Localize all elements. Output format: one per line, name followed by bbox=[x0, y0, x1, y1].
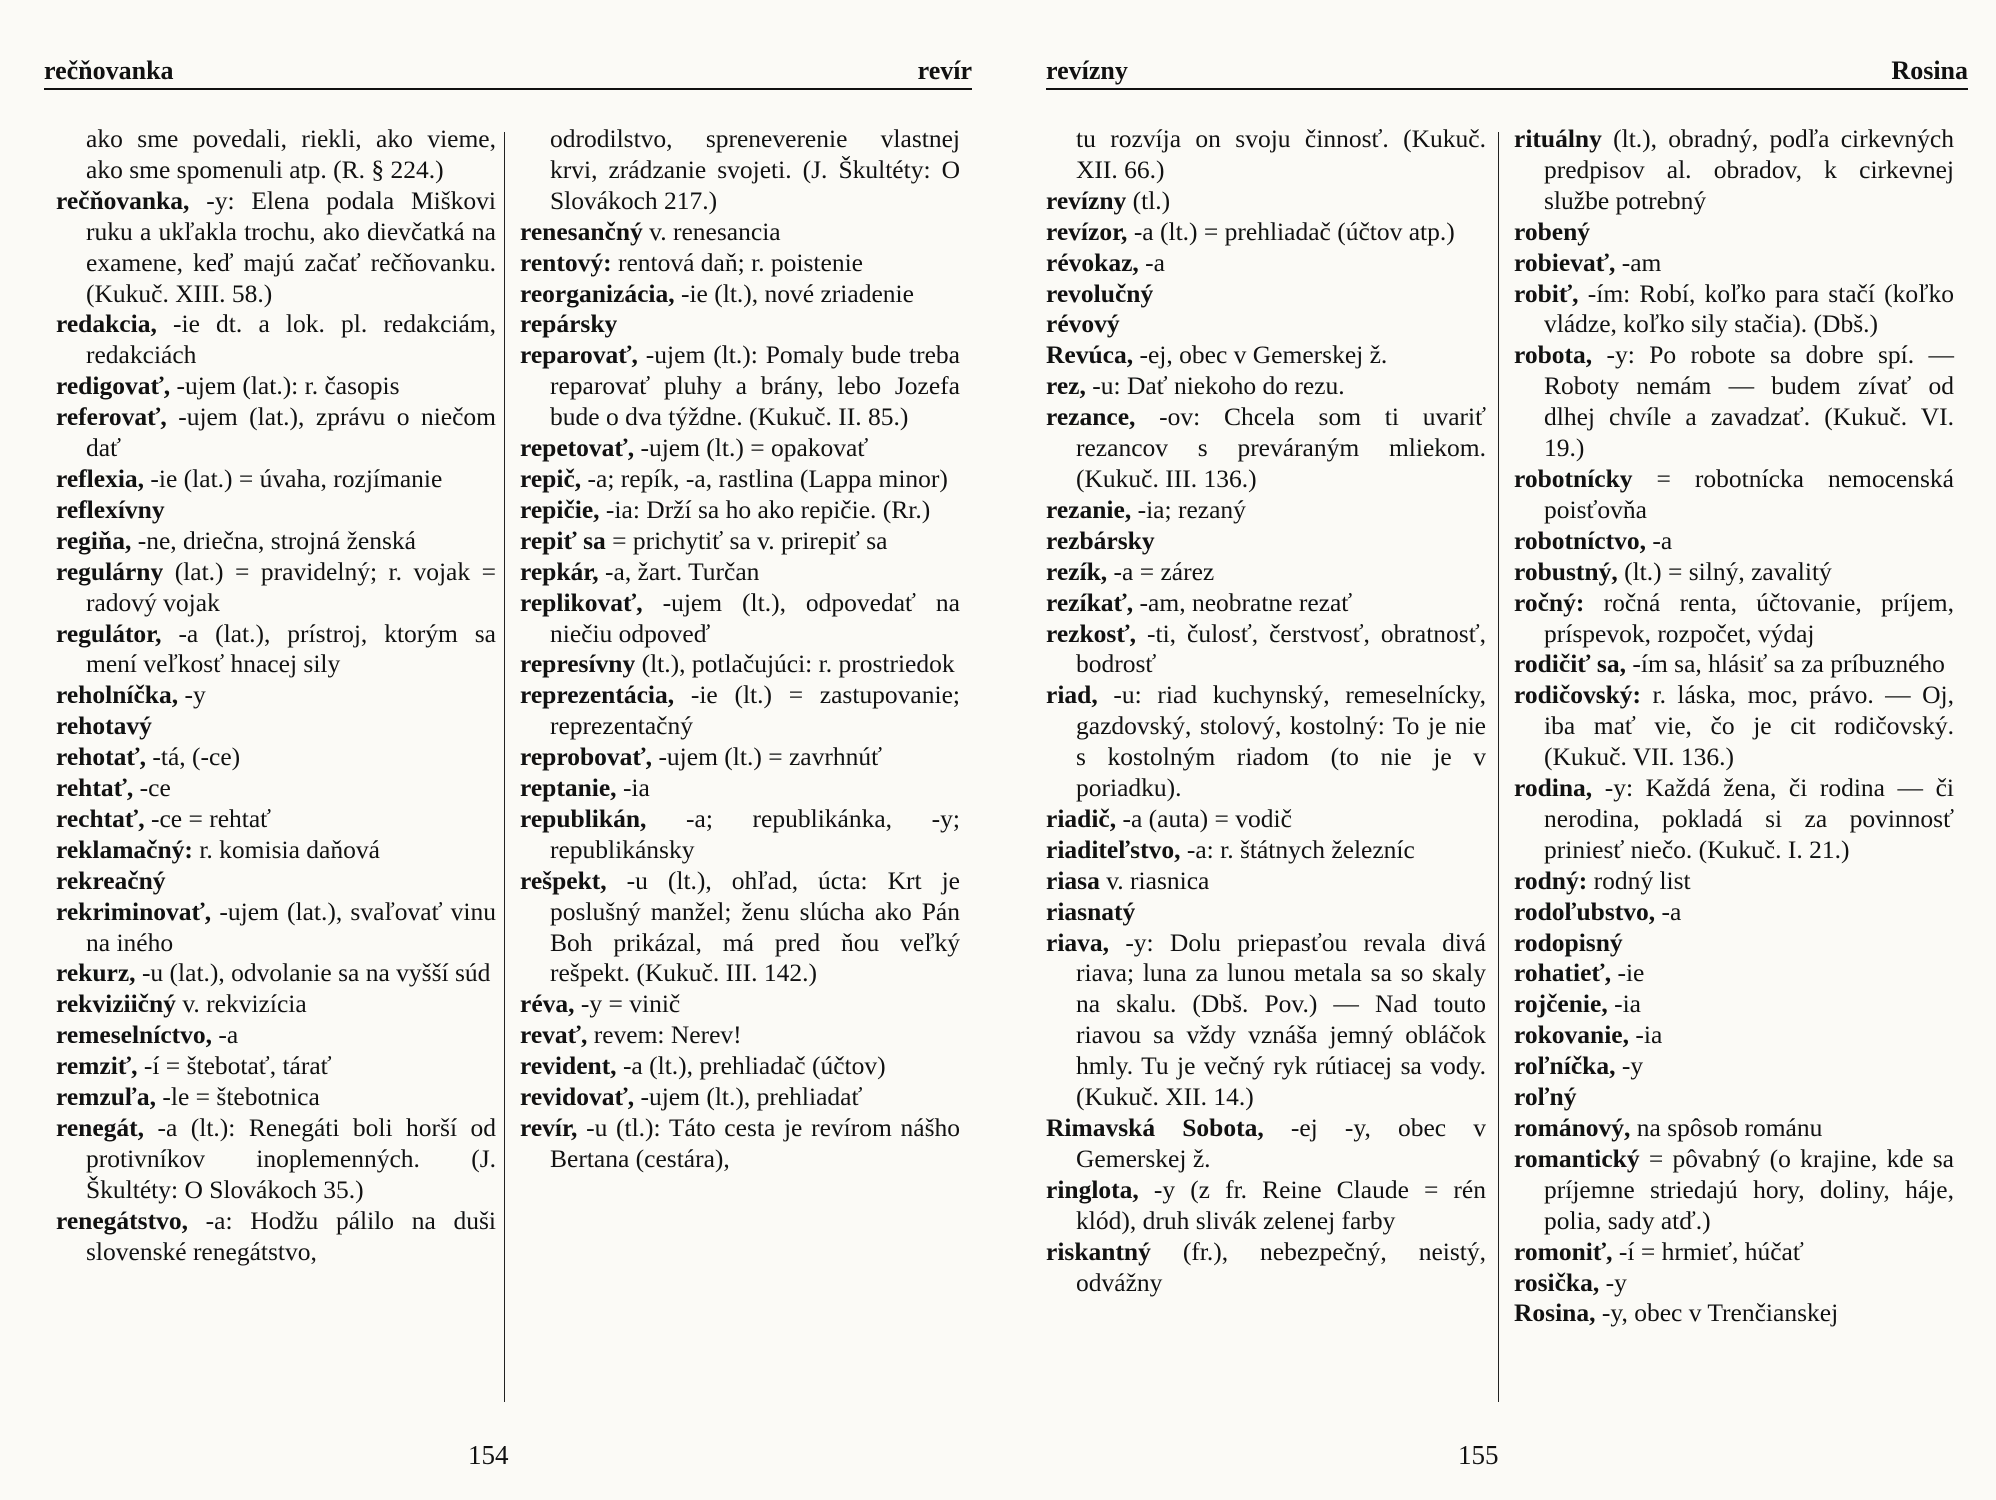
entry-headword: repársky bbox=[520, 309, 618, 339]
dictionary-entry bbox=[1046, 835, 1486, 866]
dictionary-entry bbox=[56, 1113, 496, 1206]
entry-headword: riskantný bbox=[1046, 1236, 1151, 1266]
entry-headword: remziť, bbox=[56, 1051, 138, 1081]
dictionary-entry bbox=[520, 557, 960, 588]
dictionary-entry bbox=[1046, 897, 1486, 928]
dictionary-entry bbox=[1514, 773, 1954, 866]
entry-headword: rehotavý bbox=[56, 711, 152, 741]
entry-headword: reprezentácia, bbox=[520, 680, 675, 710]
entry-headword: redigovať, bbox=[56, 371, 171, 401]
entry-headword: renegát, bbox=[56, 1113, 145, 1142]
entry-definition: -u (tl.): Táto cesta je revírom nášho Bertana (cestára), bbox=[550, 1113, 960, 1173]
dictionary-entry bbox=[1046, 1237, 1486, 1299]
running-head bbox=[1046, 54, 1968, 90]
entry-definition: ročná renta, účtovanie, príjem, príspevok, rozpočet, výdaj bbox=[1544, 587, 1954, 648]
entry-headword: riaditeľstvo, bbox=[1046, 834, 1181, 864]
entry-headword: rezík, bbox=[1046, 556, 1108, 586]
entry-definition: (lt.), obradný, podľa cirkevných predpisov al. obradov, k cirkevnej službe potrebný bbox=[1544, 124, 1954, 215]
entry-definition: rodný list bbox=[1587, 865, 1691, 895]
entry-definition: -ujem (lt.), odpovedať na niečiu odpoveď bbox=[550, 587, 960, 648]
entry-definition: -ne, driečna, strojná ženská bbox=[131, 525, 416, 555]
entry-headword: rituálny bbox=[1514, 124, 1602, 153]
entry-headword: repkár, bbox=[520, 556, 599, 586]
right-page bbox=[998, 0, 1996, 1500]
entry-headword: revízny bbox=[1046, 185, 1127, 215]
entry-headword: rodičiť sa, bbox=[1514, 649, 1626, 679]
entry-headword: rez, bbox=[1046, 371, 1086, 401]
entry-headword: rezbársky bbox=[1046, 525, 1155, 555]
page-number: 154 bbox=[468, 1440, 509, 1470]
entry-headword: rezíkať, bbox=[1046, 587, 1134, 617]
dictionary-entry bbox=[1514, 526, 1954, 557]
entry-definition: (lt.), potlačujúci: r. prostriedok bbox=[635, 649, 955, 679]
entry-headword: revident, bbox=[520, 1051, 617, 1081]
entry-definition: -y = vinič bbox=[574, 989, 681, 1019]
entry-headword: replikovať, bbox=[520, 587, 643, 617]
entry-headword: remeselníctvo, bbox=[56, 1020, 213, 1050]
entry-headword: riasa bbox=[1046, 865, 1100, 895]
entry-headword: redakcia, bbox=[56, 309, 157, 339]
entry-definition: -a; repík, -a, rastlina (Lappa minor) bbox=[581, 463, 948, 493]
entry-headword: réva, bbox=[520, 989, 575, 1019]
dictionary-entry bbox=[520, 588, 960, 650]
dictionary-entry bbox=[1046, 279, 1486, 310]
entry-headword: rekriminovať, bbox=[56, 896, 212, 926]
running-head-first-word: rečňovanka bbox=[44, 56, 174, 85]
dictionary-entry bbox=[1046, 588, 1486, 619]
dictionary-entry bbox=[56, 1206, 496, 1268]
entry-definition: v. rekvizícia bbox=[175, 989, 307, 1019]
dictionary-entry bbox=[56, 958, 496, 989]
entry-headword: repiť sa bbox=[520, 525, 606, 555]
dictionary-entry bbox=[520, 773, 960, 804]
entry-definition: -y bbox=[1599, 1267, 1627, 1297]
dictionary-entry bbox=[1514, 588, 1954, 650]
dictionary-entry bbox=[1514, 897, 1954, 928]
entry-headword: ringlota, bbox=[1046, 1174, 1139, 1204]
entry-definition: -ia bbox=[1607, 989, 1641, 1019]
dictionary-entry bbox=[56, 526, 496, 557]
entry-definition: revem: Nerev! bbox=[587, 1020, 742, 1050]
entry-headword: Rimavská Sobota, bbox=[1046, 1113, 1264, 1142]
entry-headword: rodičovský: bbox=[1514, 680, 1642, 710]
entry-headword: renegátstvo, bbox=[56, 1205, 188, 1235]
dictionary-entry bbox=[56, 371, 496, 402]
entry-headword: rojčenie, bbox=[1514, 989, 1608, 1019]
entry-headword: revízor, bbox=[1046, 216, 1128, 246]
dictionary-entry bbox=[1046, 248, 1486, 279]
entry-definition: -ia bbox=[1629, 1020, 1663, 1050]
dictionary-entry bbox=[56, 402, 496, 464]
entry-definition: -a bbox=[212, 1020, 239, 1050]
entry-headword: roľníčka, bbox=[1514, 1051, 1616, 1081]
dictionary-entry bbox=[56, 804, 496, 835]
entry-definition: -ej, obec v Gemerskej ž. bbox=[1133, 340, 1388, 370]
dictionary-entry bbox=[520, 279, 960, 310]
column-divider bbox=[504, 132, 505, 1402]
entry-headword: robotnícky bbox=[1514, 463, 1633, 493]
dictionary-entry bbox=[1514, 928, 1954, 959]
entry-definition: -ujem (lt.) = zavrhnúť bbox=[652, 742, 882, 772]
entry-headword: remzuľa, bbox=[56, 1082, 156, 1112]
dictionary-entry bbox=[56, 495, 496, 526]
dictionary-entry bbox=[520, 1113, 960, 1175]
dictionary-entry bbox=[56, 989, 496, 1020]
dictionary-entry bbox=[1046, 186, 1486, 217]
dictionary-entry bbox=[56, 1051, 496, 1082]
page-number: 155 bbox=[1458, 1440, 1499, 1470]
entry-definition: na spôsob románu bbox=[1630, 1113, 1823, 1142]
dictionary-entry bbox=[56, 309, 496, 371]
dictionary-entry bbox=[1046, 619, 1486, 681]
entry-definition: -ujem (lat.), svaľovať vinu na iného bbox=[86, 896, 496, 957]
dictionary-entry bbox=[1514, 649, 1954, 680]
entry-headword: rechtať, bbox=[56, 803, 145, 833]
running-head-first-word: revízny bbox=[1046, 56, 1128, 85]
dictionary-column bbox=[1046, 124, 1486, 1298]
entry-headword: regulátor, bbox=[56, 618, 162, 648]
dictionary-entry bbox=[56, 619, 496, 681]
entry-definition: -u (lt.), ohľad, úcta: Krt je poslušný manžel; ženu slúcha ako Pán Boh prikázal, má pred ňou veľký rešpekt. (Kukuč. III. 142.) bbox=[550, 865, 960, 988]
dictionary-entry bbox=[520, 309, 960, 340]
entry-headword: reklamačný: bbox=[56, 834, 193, 864]
dictionary-entry bbox=[520, 526, 960, 557]
entry-headword: rodina, bbox=[1514, 773, 1593, 803]
dictionary-entry bbox=[1514, 464, 1954, 526]
entry-definition: odrodilstvo, spreneverenie vlastnej krvi, zrádzanie svojeti. (J. Škultéty: O Slovákoch 217.) bbox=[550, 124, 960, 215]
entry-headword: rosička, bbox=[1514, 1267, 1600, 1297]
entry-headword: rentový: bbox=[520, 247, 612, 277]
entry-definition: -u: riad kuchynský, remeselnícky, gazdovský, stolový, kostolný: To je nie s kostolným riadom (to nie je v poriadku). bbox=[1076, 680, 1486, 803]
dictionary-entry bbox=[1514, 1144, 1954, 1237]
dictionary-entry bbox=[1046, 217, 1486, 248]
dictionary-entry bbox=[56, 1082, 496, 1113]
running-head-last-word: Rosina bbox=[1891, 56, 1968, 85]
entry-definition: -a (lt.): Renegáti boli horší od protivníkov inoplemenných. (J. Škultéty: O Slovákoch 35.) bbox=[86, 1113, 496, 1204]
entry-headword: repičie, bbox=[520, 494, 600, 524]
entry-headword: renesančný bbox=[520, 216, 643, 246]
dictionary-entry bbox=[56, 124, 496, 186]
dictionary-entry bbox=[520, 742, 960, 773]
entry-headword: rohatieť, bbox=[1514, 958, 1612, 988]
entry-definition: r. komisia daňová bbox=[192, 834, 380, 864]
entry-headword: repič, bbox=[520, 463, 582, 493]
dictionary-entry bbox=[56, 835, 496, 866]
entry-definition: -ím: Robí, koľko para stačí (koľko vládze, koľko sily stačia). (Dbš.) bbox=[1544, 278, 1954, 339]
dictionary-entry bbox=[520, 989, 960, 1020]
dictionary-entry bbox=[520, 866, 960, 990]
entry-definition: (fr.), nebezpečný, neistý, odvážny bbox=[1076, 1236, 1486, 1297]
dictionary-entry bbox=[520, 804, 960, 866]
entry-headword: revolučný bbox=[1046, 278, 1154, 308]
entry-headword: robota, bbox=[1514, 340, 1593, 370]
dictionary-entry bbox=[1514, 866, 1954, 897]
entry-headword: robený bbox=[1514, 216, 1591, 246]
entry-headword: Revúca, bbox=[1046, 340, 1134, 370]
entry-headword: rokovanie, bbox=[1514, 1020, 1629, 1050]
entry-headword: roľný bbox=[1514, 1082, 1577, 1112]
dictionary-entry bbox=[520, 1082, 960, 1113]
entry-headword: revať, bbox=[520, 1020, 588, 1050]
entry-definition: -u: Dať niekoho do rezu. bbox=[1085, 371, 1345, 401]
dictionary-entry bbox=[1514, 1051, 1954, 1082]
dictionary-entry bbox=[520, 464, 960, 495]
dictionary-entry bbox=[56, 557, 496, 619]
entry-headword: romoniť, bbox=[1514, 1236, 1613, 1266]
entry-definition: -ujem (lat.), zprávu o niečom dať bbox=[86, 402, 496, 463]
entry-headword: riasnatý bbox=[1046, 896, 1136, 926]
running-head-last-word: revír bbox=[917, 56, 972, 85]
entry-definition: -a (lt.) = prehliadač (účtov atp.) bbox=[1127, 216, 1455, 246]
dictionary-entry bbox=[1514, 279, 1954, 341]
entry-headword: riad, bbox=[1046, 680, 1098, 710]
entry-headword: robustný, bbox=[1514, 556, 1618, 586]
dictionary-entry bbox=[56, 711, 496, 742]
entry-definition: -ia bbox=[616, 773, 650, 803]
dictionary-entry bbox=[1514, 1298, 1954, 1329]
entry-definition: -y: Každá žena, či rodina — či nerodina, pokladá si za povinnosť priniesť niečo. (Kukuč. I. 21.) bbox=[1544, 773, 1954, 864]
dictionary-entry bbox=[1046, 1175, 1486, 1237]
entry-headword: révový bbox=[1046, 309, 1120, 339]
entry-headword: reprobovať, bbox=[520, 742, 653, 772]
entry-headword: robievať, bbox=[1514, 247, 1616, 277]
dictionary-entry bbox=[1046, 340, 1486, 371]
dictionary-entry bbox=[1046, 124, 1486, 186]
dictionary-entry bbox=[1514, 217, 1954, 248]
entry-headword: reflexia, bbox=[56, 463, 145, 493]
column-divider bbox=[1498, 132, 1499, 1402]
dictionary-entry bbox=[1046, 495, 1486, 526]
entry-definition: -y bbox=[1615, 1051, 1644, 1081]
entry-definition: = pôvabný (o krajine, kde sa príjemne striedajú hory, doliny, háje, polia, sady atď.) bbox=[1544, 1143, 1954, 1235]
entry-definition: v. riasnica bbox=[1099, 865, 1210, 895]
dictionary-entry bbox=[56, 773, 496, 804]
entry-definition: -ia; rezaný bbox=[1131, 494, 1246, 524]
dictionary-entry bbox=[56, 742, 496, 773]
entry-definition: -a: Hodžu pálilo na duši slovenské renegátstvo, bbox=[86, 1205, 496, 1266]
entry-headword: reholníčka, bbox=[56, 680, 179, 710]
dictionary-entry bbox=[520, 124, 960, 217]
entry-headword: rečňovanka, bbox=[56, 185, 190, 215]
entry-definition: = robotnícka nemocenská poisťovňa bbox=[1544, 463, 1954, 524]
entry-headword: referovať, bbox=[56, 402, 167, 432]
entry-headword: románový, bbox=[1514, 1113, 1631, 1142]
entry-headword: republikán, bbox=[520, 803, 647, 833]
entry-definition: rentová daň; r. poistenie bbox=[611, 247, 863, 277]
entry-definition: -ie dt. a lok. pl. redakciám, redakciách bbox=[86, 309, 496, 370]
entry-definition: -y: Po robote sa dobre spí. — Roboty nemám — budem zívať od dlhej chvíle a zavadzať. (Kukuč. VI. 19.) bbox=[1544, 340, 1954, 463]
entry-headword: Rosina, bbox=[1514, 1298, 1596, 1328]
dictionary-entry bbox=[1514, 1082, 1954, 1113]
dictionary-entry bbox=[1514, 248, 1954, 279]
entry-definition: -y: Elena podala Miškovi ruku a ukľakla trochu, ako dievčatká na examene, keď majú začať rečňovanku. (Kukuč. XIII. 58.) bbox=[86, 185, 496, 308]
entry-headword: robotníctvo, bbox=[1514, 525, 1646, 555]
entry-headword: rekurz, bbox=[56, 958, 136, 988]
entry-headword: rodný: bbox=[1514, 865, 1588, 895]
entry-definition: tu rozvíja on svoju činnosť. (Kukuč. XII. 66.) bbox=[1076, 124, 1486, 184]
entry-headword: rekviziičný bbox=[56, 989, 176, 1019]
entry-definition: -ce = rehtať bbox=[144, 803, 272, 833]
dictionary-entry bbox=[1514, 1113, 1954, 1144]
entry-definition: -ie (lt.) = zastupovanie; reprezentačný bbox=[550, 680, 960, 741]
entry-headword: rezkosť, bbox=[1046, 618, 1137, 648]
entry-headword: regiňa, bbox=[56, 525, 132, 555]
entry-definition: -a bbox=[1655, 896, 1682, 926]
entry-headword: revidovať, bbox=[520, 1082, 635, 1112]
dictionary-entry bbox=[520, 1020, 960, 1051]
dictionary-entry bbox=[1514, 958, 1954, 989]
dictionary-entry bbox=[520, 495, 960, 526]
entry-headword: represívny bbox=[520, 649, 636, 679]
dictionary-entry bbox=[1514, 340, 1954, 464]
dictionary-column bbox=[520, 124, 960, 1175]
dictionary-entry bbox=[1514, 557, 1954, 588]
entry-definition: -í = štebotať, tárať bbox=[137, 1051, 332, 1081]
dictionary-entry bbox=[520, 340, 960, 433]
entry-definition: -ujem (lat.): r. časopis bbox=[170, 371, 400, 401]
dictionary-entry bbox=[56, 1020, 496, 1051]
running-head bbox=[44, 54, 972, 90]
entry-definition: -ce bbox=[133, 773, 171, 803]
dictionary-entry bbox=[520, 248, 960, 279]
dictionary-entry bbox=[1046, 928, 1486, 1113]
entry-headword: robiť, bbox=[1514, 278, 1579, 308]
entry-headword: revír, bbox=[520, 1113, 578, 1142]
dictionary-entry bbox=[1046, 526, 1486, 557]
entry-definition: -y (z fr. Reine Claude = rén klód), druh slivák zelenej farby bbox=[1076, 1174, 1486, 1235]
entry-definition: -u (lat.), odvolanie sa na vyšší súd bbox=[135, 958, 491, 988]
entry-headword: reflexívny bbox=[56, 494, 165, 524]
entry-definition: r. láska, moc, právo. — Oj, iba mať vie, čo je cit rodičovský. (Kukuč. VII. 136.) bbox=[1544, 680, 1954, 772]
entry-definition: -a (auta) = vodič bbox=[1116, 803, 1292, 833]
entry-headword: rekreačný bbox=[56, 865, 166, 895]
entry-definition: -a; republikánka, -y; republikánsky bbox=[550, 803, 960, 864]
entry-definition: -a bbox=[1645, 525, 1673, 555]
entry-definition: -ujem (lt.) = opakovať bbox=[634, 433, 869, 463]
dictionary-entry bbox=[1046, 680, 1486, 804]
entry-headword: rehtať, bbox=[56, 773, 134, 803]
entry-definition: -y bbox=[178, 680, 206, 710]
dictionary-entry bbox=[1514, 124, 1954, 217]
dictionary-entry bbox=[1046, 371, 1486, 402]
dictionary-entry bbox=[1514, 1237, 1954, 1268]
entry-definition: -a: r. štátnych železníc bbox=[1180, 834, 1415, 864]
entry-headword: regulárny bbox=[56, 556, 164, 586]
entry-headword: ročný: bbox=[1514, 587, 1585, 617]
entry-headword: riadič, bbox=[1046, 803, 1117, 833]
entry-definition: (lt.) = silný, zavalitý bbox=[1617, 556, 1832, 586]
dictionary-entry bbox=[520, 1051, 960, 1082]
entry-definition: ako sme povedali, riekli, ako vieme, ako sme spomenuli atp. (R. § 224.) bbox=[86, 124, 496, 184]
entry-definition: -am bbox=[1615, 247, 1662, 277]
entry-definition: -ím sa, hlásiť sa za príbuzného bbox=[1626, 649, 1945, 679]
dictionary-entry bbox=[1514, 1268, 1954, 1299]
entry-headword: rehotať, bbox=[56, 742, 147, 772]
entry-definition: -y: Dolu priepasťou revala divá riava; luna za lunou metala sa so skaly na skalu. (Dbš. Pov.) — Nad touto riavou sa vždy vznáša jemný obláčok hmly. Tu je večný ryk rútiacej sa vody. (Kukuč. XII. 14.) bbox=[1076, 927, 1486, 1112]
entry-definition: -a (lt.), prehliadač (účtov) bbox=[616, 1051, 886, 1081]
entry-definition: -ti, čulosť, čerstvosť, obratnosť, bodrosť bbox=[1076, 618, 1486, 679]
dictionary-entry bbox=[520, 680, 960, 742]
dictionary-column bbox=[56, 124, 496, 1268]
entry-definition: v. renesancia bbox=[642, 216, 781, 246]
dictionary-column bbox=[1514, 124, 1954, 1329]
dictionary-entry bbox=[56, 464, 496, 495]
dictionary-entry bbox=[1046, 1113, 1486, 1175]
dictionary-entry bbox=[1046, 309, 1486, 340]
entry-definition: -ie (lat.) = úvaha, rozjímanie bbox=[144, 463, 443, 493]
entry-definition: -í = hrmieť, húčať bbox=[1612, 1236, 1804, 1266]
dictionary-entry bbox=[520, 433, 960, 464]
entry-definition: -a (lat.), prístroj, ktorým sa mení veľkosť hnacej sily bbox=[86, 618, 496, 679]
dictionary-entry bbox=[1046, 866, 1486, 897]
entry-definition: -ie bbox=[1611, 958, 1645, 988]
entry-definition: -le = štebotnica bbox=[156, 1082, 320, 1112]
entry-definition: -ej -y, obec v Gemerskej ž. bbox=[1076, 1113, 1486, 1173]
entry-definition: -ov: Chcela som ti uvariť rezancov s preváraným mliekom. (Kukuč. III. 136.) bbox=[1076, 402, 1486, 493]
dictionary-entry bbox=[1514, 680, 1954, 773]
entry-headword: repetovať, bbox=[520, 433, 635, 463]
entry-definition: -am, neobratne rezať bbox=[1133, 587, 1353, 617]
dictionary-entry bbox=[1046, 804, 1486, 835]
entry-headword: révokaz, bbox=[1046, 247, 1139, 277]
entry-definition: -ujem (lt.): Pomaly bude treba reparovať pluhy a brány, lebo Jozefa bude o dva týždne. (Kukuč. II. 85.) bbox=[550, 340, 960, 432]
entry-definition: = prichytiť sa v. prirepiť sa bbox=[605, 525, 888, 555]
entry-definition: -ujem (lt.), prehliadať bbox=[634, 1082, 863, 1112]
entry-headword: romantický bbox=[1514, 1143, 1640, 1173]
entry-headword: reorganizácia, bbox=[520, 278, 675, 308]
entry-headword: rodoľubstvo, bbox=[1514, 896, 1656, 926]
entry-definition: -a = zárez bbox=[1107, 556, 1215, 586]
dictionary-entry bbox=[1046, 557, 1486, 588]
entry-headword: rešpekt, bbox=[520, 865, 607, 895]
entry-headword: rezance, bbox=[1046, 402, 1136, 432]
dictionary-entry bbox=[56, 680, 496, 711]
entry-definition: -ie (lt.), nové zriadenie bbox=[674, 278, 914, 308]
dictionary-entry bbox=[1514, 1020, 1954, 1051]
entry-definition: -a bbox=[1138, 247, 1165, 277]
dictionary-entry bbox=[56, 186, 496, 310]
dictionary-entry bbox=[520, 649, 960, 680]
entry-definition: -ia: Drží sa ho ako repičie. (Rr.) bbox=[599, 494, 931, 524]
dictionary-entry bbox=[56, 897, 496, 959]
dictionary-entry bbox=[1046, 402, 1486, 495]
dictionary-entry bbox=[1514, 989, 1954, 1020]
entry-headword: riava, bbox=[1046, 927, 1110, 957]
entry-headword: rodopisný bbox=[1514, 927, 1623, 957]
entry-headword: reptanie, bbox=[520, 773, 617, 803]
dictionary-entry bbox=[56, 866, 496, 897]
entry-definition: (tl.) bbox=[1126, 185, 1171, 215]
entry-definition: (lat.) = pravidelný; r. vojak = radový vojak bbox=[86, 556, 496, 617]
entry-definition: -tá, (-ce) bbox=[146, 742, 241, 772]
entry-headword: reparovať, bbox=[520, 340, 638, 370]
entry-definition: -a, žart. Turčan bbox=[598, 556, 760, 586]
entry-headword: rezanie, bbox=[1046, 494, 1132, 524]
dictionary-entry bbox=[520, 217, 960, 248]
entry-definition: -y, obec v Trenčianskej bbox=[1595, 1298, 1839, 1328]
